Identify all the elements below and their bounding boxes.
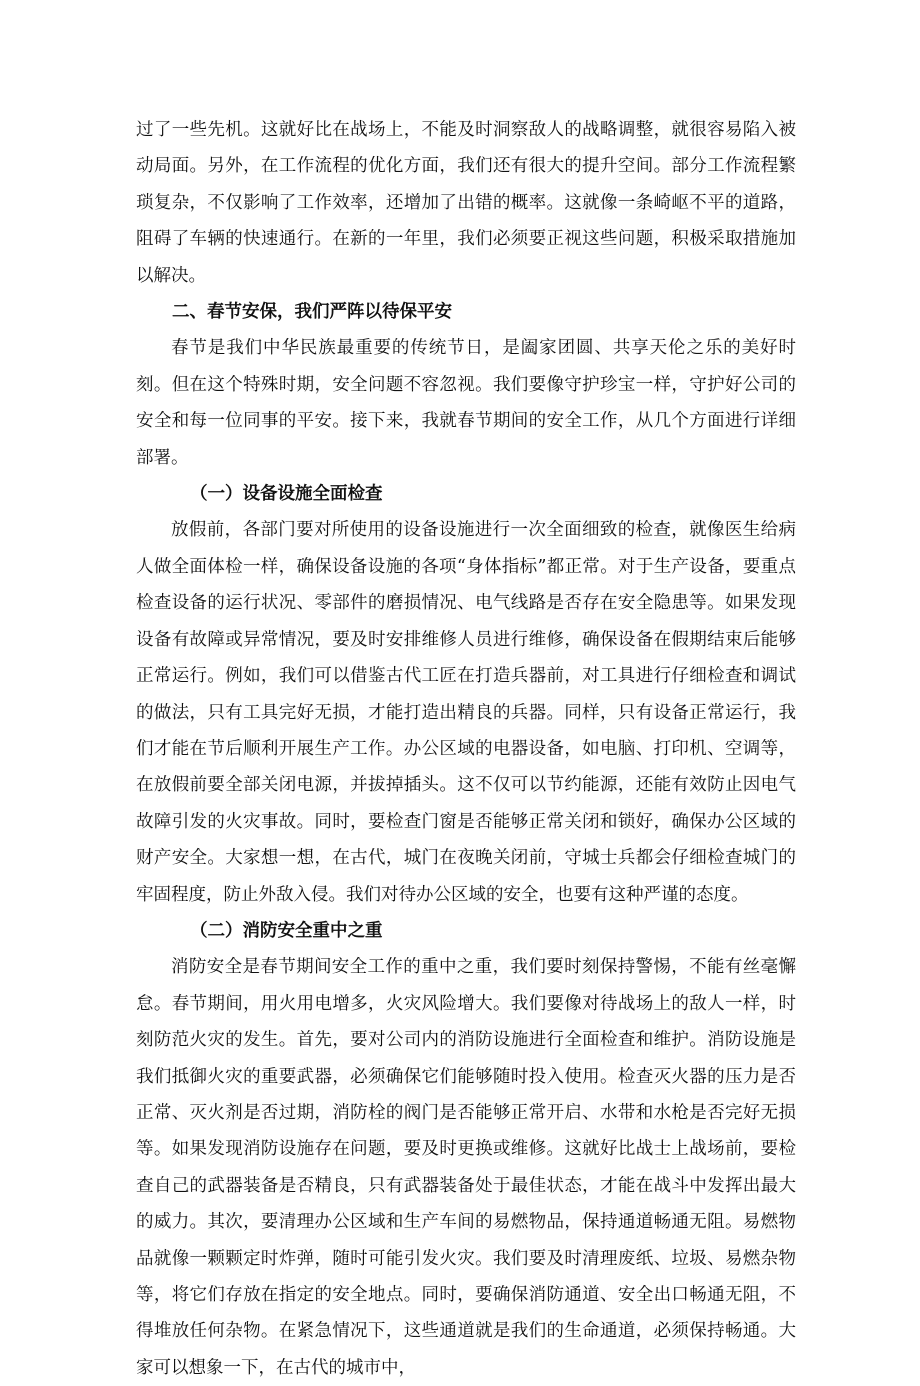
paragraph-continuation: 过了一些先机。这就好比在战场上，不能及时洞察敌人的战略调整，就很容易陷入被动局面。另外，在工作流程的优化方面，我们还有很大的提升空间。部分工作流程繁琐复杂，不仅影响了工作效率，还增加了出错的概率。这就像一条崎岖不平的道路，阻碍了车辆的快速通行。在新的一年里，我们必须要正视这些问题，积极采取措施加以解决。 — [136, 120, 796, 286]
paragraph-equipment: 放假前，各部门要对所使用的设备设施进行一次全面细致的检查，就像医生给病人做全面体检一样，确保设备设施的各项“身体指标”都正常。对于生产设备，要重点检查设备的运行状况、零部件的磨损情况、电气线路是否存在安全隐患等。如果发现设备有故障或异常情况，要及时安排维修人员进行维修，确保设备在假期结束后能够正常运行。例如，我们可以借鉴古代工匠在打造兵器前，对工具进行仔细检查和调试的做法，只有工具完好无损，才能打造出精良的兵器。同样，只有设备正常运行，我们才能在节后顺利开展生产工作。办公区域的电器设备，如电脑、打印机、空调等，在放假前要全部关闭电源，并拔掉插头。这不仅可以节约能源，还能有效防止因电气故障引发的火灾事故。同时，要检查门窗是否能够正常关闭和锁好，确保办公区域的财产安全。大家想一想，在古代，城门在夜晚关闭前，守城士兵都会仔细检查城门的牢固程度，防止外敌入侵。我们对待办公区域的安全，也要有这种严谨的态度。 — [136, 520, 796, 905]
subsection-heading-equipment-inspection: （一）设备设施全面检查 — [190, 484, 383, 505]
document-body — [136, 112, 796, 1386]
subsection-heading-fire-safety: （二）消防安全重中之重 — [190, 920, 383, 941]
section-heading-spring-festival-security: 二、春节安保，我们严阵以待保平安 — [172, 302, 452, 323]
paragraph-fire-safety: 消防安全是春节期间安全工作的重中之重，我们要时刻保持警惕，不能有丝毫懈怠。春节期间，用火用电增多，火灾风险增大。我们要像对待战场上的敌人一样，时刻防范火灾的发生。首先，要对公司内的消防设施进行全面检查和维护。消防设施是我们抵御火灾的重要武器，必须确保它们能够随时投入使用。检查灭火器的压力是否正常、灭火剂是否过期，消防栓的阀门是否能够正常开启、水带和水枪是否完好无损等。如果发现消防设施存在问题，要及时更换或维修。这就好比战士上战场前，要检查自己的武器装备是否精良，只有武器装备处于最佳状态，才能在战斗中发挥出最大的威力。其次，要清理办公区域和生产车间的易燃物品，保持通道畅通无阻。易燃物品就像一颗颗定时炸弹，随时可能引发火灾。我们要及时清理废纸、垃圾、易燃杂物等，将它们存放在指定的安全地点。同时，要确保消防通道、安全出口畅通无阻，不得堆放任何杂物。在紧急情况下，这些通道就是我们的生命通道，必须保持畅通。大家可以想象一下，在古代的城市中， — [136, 957, 796, 1378]
paragraph-intro: 春节是我们中华民族最重要的传统节日，是阖家团圆、共享天伦之乐的美好时刻。但在这个特殊时期，安全问题不容忽视。我们要像守护珍宝一样，守护好公司的安全和每一位同事的平安。接下来，我就春节期间的安全工作，从几个方面进行详细部署。 — [136, 338, 796, 468]
